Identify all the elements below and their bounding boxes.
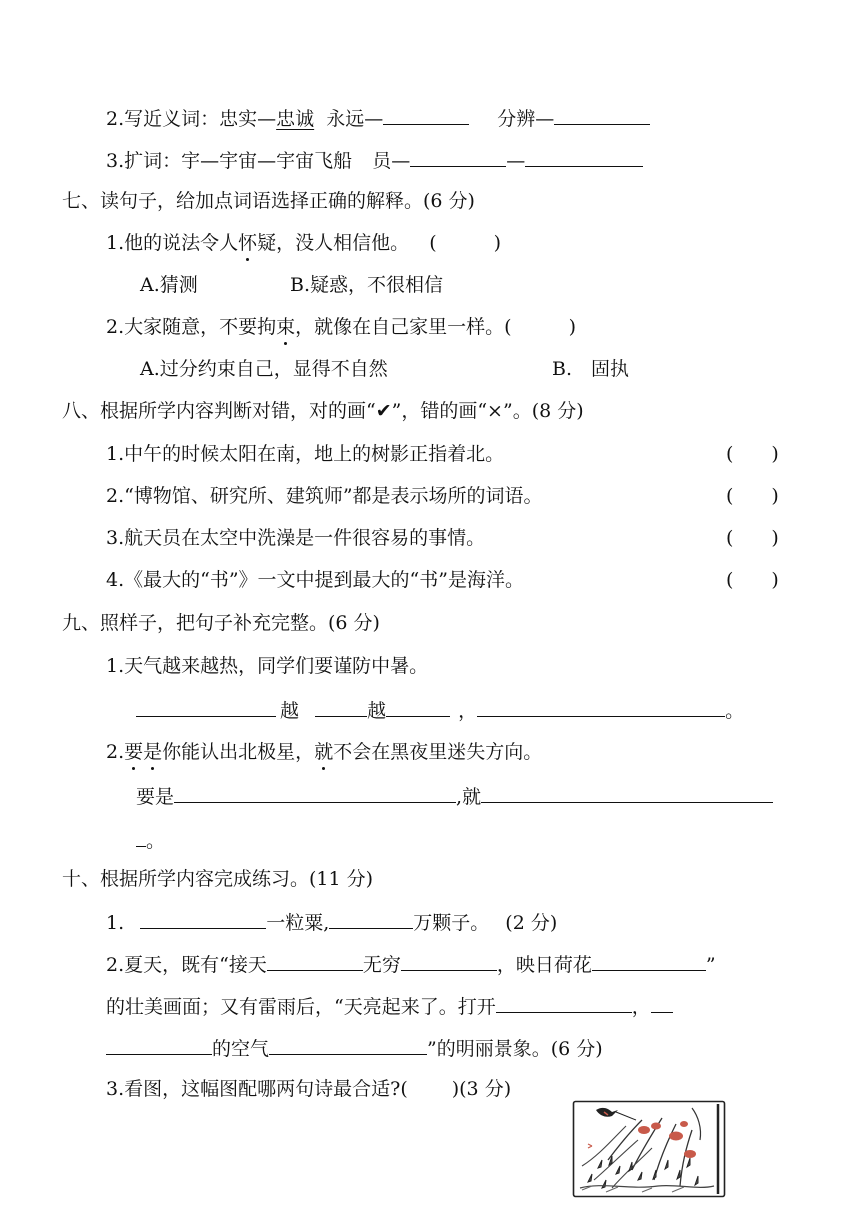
q9-item-1-answer: 越 越 ， 。: [136, 696, 744, 724]
q9-item-1: 1.天气越来越热，同学们要谨防中暑。: [106, 655, 429, 677]
q10-item-2-line-2: 的壮美画面；又有雷雨后，“天亮起来了。打开 ，: [106, 992, 673, 1020]
q10-item-2-line-3: 的空气 ”的明丽景象。(6 分): [106, 1034, 603, 1062]
q7-item-1: 1.他的说法令人怀疑，没人相信他。 ( ): [106, 232, 502, 254]
q8-item-1: 1.中午的时候太阳在南，地上的树影正指着北。: [106, 443, 505, 465]
answer-blank[interactable]: [554, 104, 650, 125]
q10-title: 十、根据所学内容完成练习。(11 分): [62, 868, 374, 890]
dotted-char: 是: [143, 741, 163, 763]
judge-paren[interactable]: ( ): [726, 443, 779, 465]
dotted-char: 束: [276, 316, 296, 338]
q9-item-2: 2.要是你能认出北极星，就不会在黑夜里迷失方向。: [106, 741, 543, 763]
answer-blank[interactable]: [106, 1034, 212, 1055]
answer-paren[interactable]: ( ): [504, 316, 576, 338]
answer-blank[interactable]: [477, 696, 725, 717]
q7-item-1-option-b[interactable]: B.疑惑，不很相信: [290, 274, 444, 296]
answer-blank[interactable]: [401, 950, 497, 971]
dotted-char: 要: [124, 741, 144, 763]
answer-blank[interactable]: [269, 1034, 427, 1055]
q10-item-2: 2.夏天，既有“接天 无穷 ，映日荷花 ”: [106, 950, 716, 978]
q8-item-2: 2.“博物馆、研究所、建筑师”都是表示场所的词语。: [106, 485, 543, 507]
answer-blank[interactable]: [140, 908, 266, 929]
q9-item-2-answer: 要是 ,就: [136, 782, 773, 810]
answer-blank[interactable]: [386, 696, 450, 717]
answer-paren[interactable]: ( ): [429, 232, 502, 254]
q9-title: 九、照样子，把句子补充完整。(6 分): [62, 612, 380, 634]
answer-blank[interactable]: [496, 992, 632, 1013]
answer-blank[interactable]: [651, 992, 673, 1013]
q7-item-2-option-a[interactable]: A.过分约束自己，显得不自然: [140, 358, 388, 380]
q10-item-1: 1. 一粒粟, 万颗子。 (2 分): [106, 908, 557, 936]
answer-blank[interactable]: [525, 146, 643, 167]
judge-paren[interactable]: ( ): [726, 527, 779, 549]
judge-paren[interactable]: ( ): [726, 485, 779, 507]
answer-blank[interactable]: [267, 950, 363, 971]
q7-item-2-option-b[interactable]: B. 固执: [552, 358, 630, 380]
q7-title: 七、读句子，给加点词语选择正确的解释。(6 分): [62, 190, 475, 212]
q10-item-3: 3.看图，这幅图配哪两句诗最合适?( )(3 分): [106, 1078, 512, 1100]
answer-blank[interactable]: [136, 826, 146, 847]
answer-blank[interactable]: [410, 146, 506, 167]
q7-item-1-option-a[interactable]: A.猜测: [140, 274, 198, 296]
willow-orioles-illustration: [572, 1100, 726, 1198]
answer-blank[interactable]: [315, 696, 367, 717]
q8-item-4: 4.《最大的“书”》一文中提到最大的“书”是海洋。: [106, 569, 524, 591]
dotted-char: 怀: [238, 232, 258, 254]
answer-blank[interactable]: [329, 908, 413, 929]
q6-item-2: 2.写近义词：忠实—忠诚 永远— 分辨—: [106, 104, 650, 132]
example-answer: 忠诚: [276, 108, 315, 130]
q8-item-3: 3.航天员在太空中洗澡是一件很容易的事情。: [106, 527, 486, 549]
answer-blank[interactable]: [383, 104, 469, 125]
dotted-char: 就: [314, 741, 334, 763]
q9-item-2-answer-end: 。: [136, 826, 165, 854]
answer-blank[interactable]: [592, 950, 706, 971]
q6-item-3: 3.扩词：宇—宇宙—宇宙飞船 员— —: [106, 146, 643, 174]
answer-blank[interactable]: [174, 782, 456, 803]
answer-blank[interactable]: [481, 782, 773, 803]
answer-blank[interactable]: [136, 696, 276, 717]
q7-item-2: 2.大家随意，不要拘束，就像在自己家里一样。( ): [106, 316, 576, 338]
q8-title: 八、根据所学内容判断对错，对的画“✔”，错的画“×”。(8 分): [62, 400, 584, 422]
judge-paren[interactable]: ( ): [726, 569, 779, 591]
